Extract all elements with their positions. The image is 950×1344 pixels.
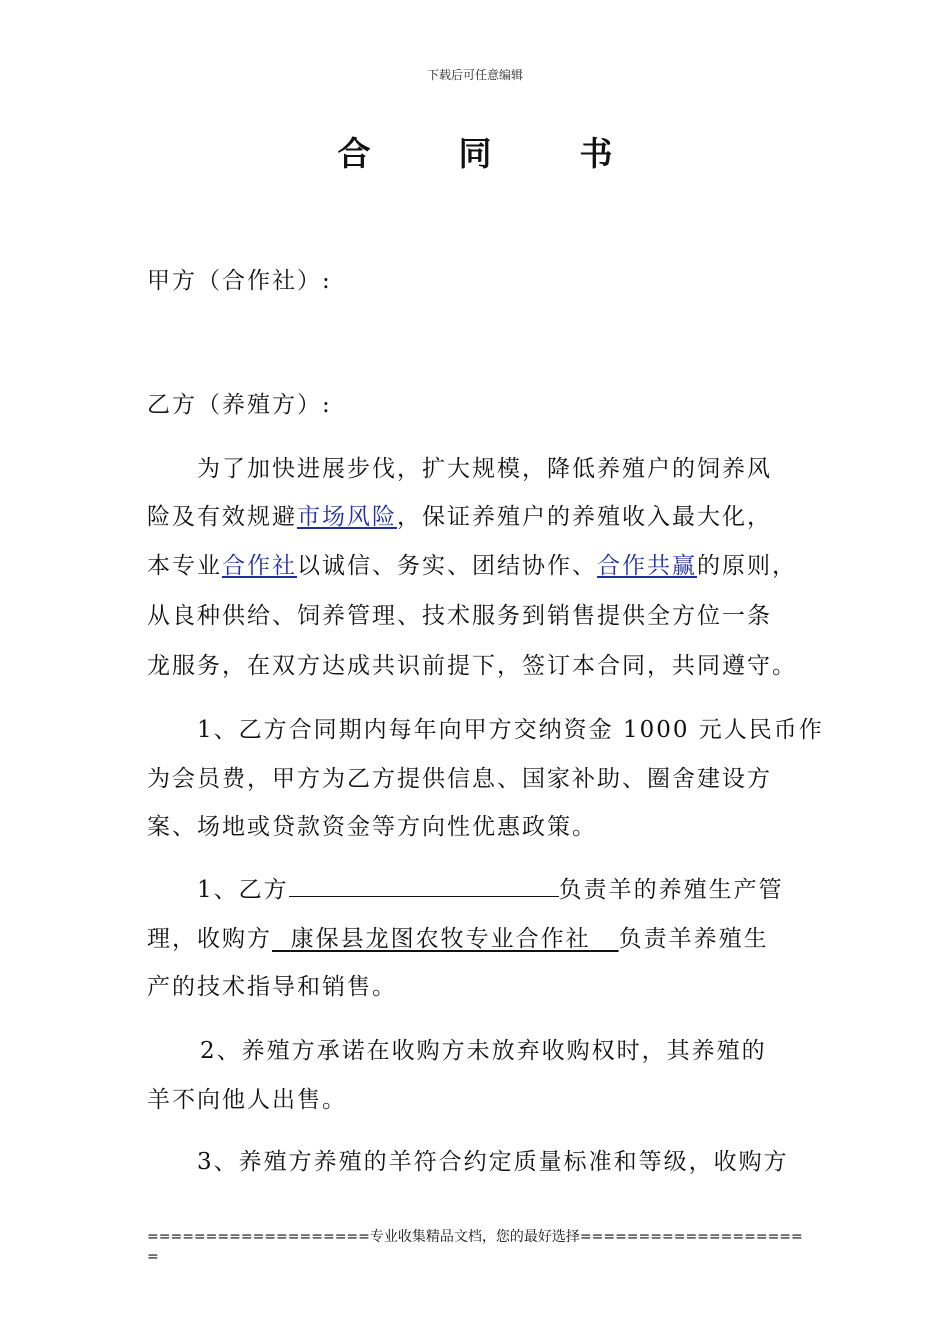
party-b-label: 乙方（养殖方）: xyxy=(147,392,332,418)
clause1b-line-2: 理，收购方 康保县龙图农牧专业合作社 负责羊养殖生 xyxy=(147,926,769,952)
title-char-1: 合 xyxy=(337,134,371,173)
intro-line-2: 险及有效规避市场风险，保证养殖户的养殖收入最大化， xyxy=(147,504,772,530)
intro-line-4: 从良种供给、饲养管理、技术服务到销售提供全方位一条 xyxy=(147,603,772,629)
purchaser-name-field: 康保县龙图农牧专业合作社 xyxy=(290,926,591,952)
clause1a-line-3: 案、场地或贷款资金等方向性优惠政策。 xyxy=(147,814,597,840)
breeder-name-blank[interactable] xyxy=(289,874,559,897)
intro-line-5: 龙服务，在双方达成共识前提下，签订本合同，共同遵守。 xyxy=(147,653,797,679)
title-char-2: 同 xyxy=(458,134,492,173)
party-a-label: 甲方（合作社）: xyxy=(147,268,332,294)
clause2-line-1: 2、养殖方承诺在收购方未放弃收购权时，其养殖的 xyxy=(200,1038,767,1064)
clause2-line-2: 羊不向他人出售。 xyxy=(147,1087,347,1113)
link-cooperative[interactable]: 合作社 xyxy=(222,553,297,579)
page-footer: ===================专业收集精品文档，您的最好选择==================== xyxy=(147,1229,803,1265)
clause1b-line-1: 1、乙方 负责羊的养殖生产管 xyxy=(197,871,784,904)
intro-line-3: 本专业合作社以诚信、务实、团结协作、合作共赢的原则， xyxy=(147,553,797,579)
document-title xyxy=(0,128,950,175)
link-market-risk[interactable]: 市场风险 xyxy=(297,504,397,530)
clause1a-line-1: 1、乙方合同期内每年向甲方交纳资金 1000 元人民币作 xyxy=(197,717,824,743)
clause3-line-1: 3、养殖方养殖的羊符合约定质量标准和等级，收购方 xyxy=(197,1149,789,1175)
page-header-note: 下载后可任意编辑 xyxy=(426,68,523,82)
clause1b-line-3: 产的技术指导和销售。 xyxy=(147,974,397,1000)
clause1a-line-2: 为会员费，甲方为乙方提供信息、国家补助、圈舍建设方 xyxy=(147,766,772,792)
link-win-win[interactable]: 合作共赢 xyxy=(597,553,697,579)
title-char-3: 书 xyxy=(579,134,613,173)
intro-line-1: 为了加快进展步伐，扩大规模，降低养殖户的饲养风 xyxy=(197,456,772,482)
